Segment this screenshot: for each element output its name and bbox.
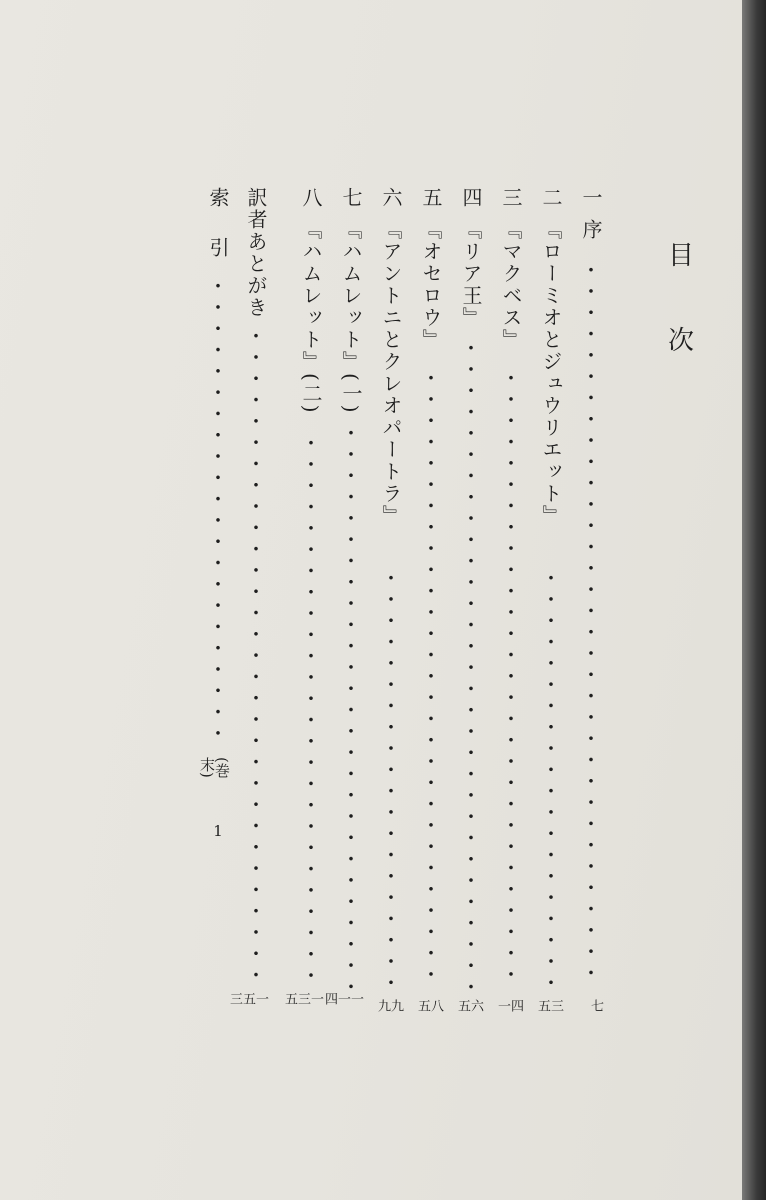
toc-entry-number: 索 [206, 187, 230, 209]
dot-leader [309, 432, 313, 989]
toc-entry-number: 七 [339, 187, 363, 209]
toc-entry-title: 訳者あとがき [244, 187, 268, 319]
toc-entry-number: 一 [579, 187, 603, 209]
toc-entry [415, 187, 443, 1012]
toc-entry-page: 六五 [455, 999, 483, 1012]
toc-entry [375, 187, 403, 1012]
toc-entry-page: 四一 [495, 999, 523, 1012]
toc-entry-page: 一一四 [322, 992, 363, 1005]
dot-leader [509, 367, 513, 989]
toc-entry-title: 『ローミオとジュウリエット』 [539, 219, 563, 527]
toc-entry-page: 九九 [375, 999, 403, 1012]
toc-entry-title: 『リア王』 [459, 219, 483, 329]
toc-entry-title: 『ハムレット』(二) [299, 219, 323, 415]
toc-entry-title: 引 [206, 237, 230, 259]
toc-entry-title: 『ハムレット』(一) [339, 219, 363, 415]
dot-leader [429, 367, 433, 989]
toc-entry-title: 『アントニとクレオパートラ』 [379, 219, 403, 527]
dot-leader [349, 422, 353, 989]
toc-entry-page-extra: 1 [213, 822, 223, 840]
toc-entry-title: 『オセロウ』 [419, 219, 443, 351]
dot-leader [216, 275, 220, 745]
toc-entry [227, 187, 268, 1005]
toc-title-char-1: 目 [668, 241, 695, 271]
toc-entry [455, 187, 483, 1012]
toc-entry-number: 四 [459, 187, 483, 209]
toc-entry-number: 六 [379, 187, 403, 209]
toc-entry [579, 187, 603, 1012]
dot-leader [549, 567, 553, 989]
dot-leader [469, 337, 473, 989]
toc-entry-title: 『マクベス』 [499, 219, 523, 351]
toc-entry-page: 一三五 [282, 992, 323, 1005]
toc-entry-page: 一五三 [227, 992, 268, 1005]
toc-entry [198, 187, 231, 840]
toc-entry-page: 八五 [415, 999, 443, 1012]
toc-entry [322, 187, 363, 1005]
dot-leader [389, 567, 393, 989]
toc-entry [535, 187, 563, 1012]
toc-entry-number: 八 [299, 187, 323, 209]
toc-entry [282, 187, 323, 1005]
toc-entry-title: 序 [579, 219, 603, 241]
book-spine-edge [742, 0, 766, 1200]
toc-entry-number: 二 [539, 187, 563, 209]
dot-leader [589, 259, 593, 989]
dot-leader [254, 325, 258, 989]
toc-entry-number: 五 [419, 187, 443, 209]
toc-entry [495, 187, 523, 1012]
toc-entry-page: (巻末) [198, 757, 231, 778]
toc-entry-page: 七 [588, 999, 603, 1012]
toc-title-char-2: 次 [668, 326, 695, 356]
toc-entry-number: 三 [499, 187, 523, 209]
toc-entry-page: 三五 [535, 999, 563, 1012]
